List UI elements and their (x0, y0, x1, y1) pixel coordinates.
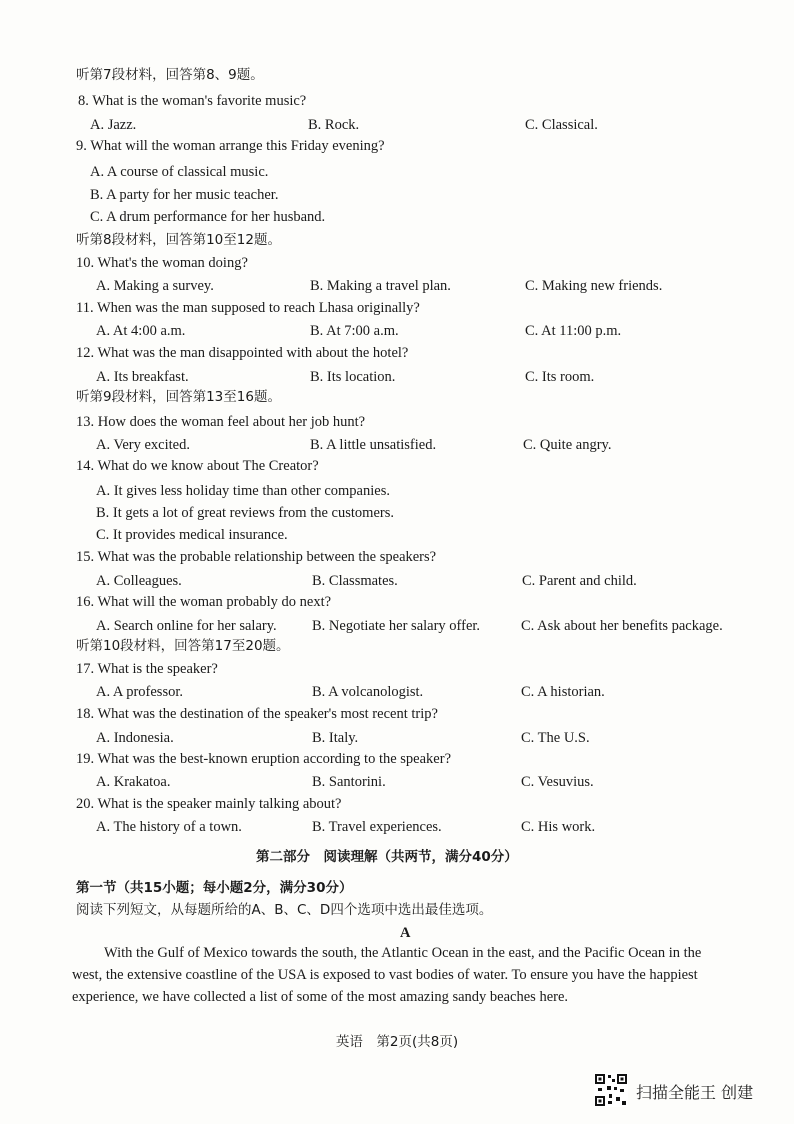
option-19-b: B. Santorini. (312, 774, 386, 790)
option-10-b: B. Making a travel plan. (310, 278, 451, 294)
text-line-instr: 阅读下列短文，从每题所给的A、B、C、D四个选项中选出最佳选项。 (76, 902, 493, 918)
option-8-b: B. Rock. (308, 117, 360, 133)
option-17-b: B. A volcanologist. (312, 684, 424, 700)
option-11-c: C. At 11:00 p.m. (525, 323, 622, 339)
option-17-c: C. A historian. (521, 684, 605, 700)
option-12-b: B. Its location. (310, 369, 396, 385)
text-line-q9c: C. A drum performance for her husband. (90, 209, 326, 225)
option-19-a: A. Krakatoa. (96, 774, 171, 790)
option-13-c: C. Quite angry. (523, 437, 612, 453)
option-20-a: A. The history of a town. (96, 819, 242, 835)
option-19-c: C. Vesuvius. (521, 774, 594, 790)
text-line-q16: 16. What will the woman probably do next? (76, 594, 332, 610)
text-line-q9a: A. A course of classical music. (90, 164, 269, 180)
option-10-c: C. Making new friends. (525, 278, 663, 294)
option-11-b: B. At 7:00 a.m. (310, 323, 399, 339)
option-11-a: A. At 4:00 a.m. (96, 323, 186, 339)
option-20-c: C. His work. (521, 819, 596, 835)
option-13-a: A. Very excited. (96, 437, 190, 453)
text-line-q14b: B. It gets a lot of great reviews from the customers. (96, 505, 394, 521)
option-20-b: B. Travel experiences. (312, 819, 442, 835)
text-line-secA: A (400, 925, 411, 941)
text-line-q20: 20. What is the speaker mainly talking about? (76, 796, 342, 812)
text-line-q9: 9. What will the woman arrange this Friday evening? (76, 138, 385, 154)
text-line-q11: 11. When was the man supposed to reach Lhasa originally? (76, 300, 420, 316)
passage-a: With the Gulf of Mexico towards the south, the Atlantic Ocean in the east, and the Pacific Ocean in the west, the extensive coastline of the USA is exposed to vast bodies of water. To ensure you have the happiest experience, we have collected a list of some of the most amazing sandy beaches here. (72, 945, 702, 1005)
text-line-q17: 17. What is the speaker? (76, 661, 218, 677)
text-line-h8: 听第8段材料，回答第10至12题。 (76, 232, 281, 248)
option-12-a: A. Its breakfast. (96, 369, 189, 385)
text-line-q12: 12. What was the man disappointed with about the hotel? (76, 345, 409, 361)
option-18-a: A. Indonesia. (96, 730, 174, 746)
option-8-a: A. Jazz. (90, 117, 137, 133)
text-line-q14c: C. It provides medical insurance. (96, 527, 288, 543)
option-8-c: C. Classical. (525, 117, 598, 133)
option-16-b: B. Negotiate her salary offer. (312, 618, 481, 634)
page-footer: 英语 第2页(共8页) (335, 1034, 459, 1050)
text-line-sec1: 第一节（共15小题；每小题2分，满分30分） (76, 880, 353, 896)
text-line-q10: 10. What's the woman doing? (76, 255, 248, 271)
option-10-a: A. Making a survey. (96, 278, 214, 294)
text-line-q8: 8. What is the woman's favorite music? (78, 93, 307, 109)
text-line-q15: 15. What was the probable relationship between the speakers? (76, 549, 437, 565)
text-line-part2: 第二部分 阅读理解（共两节，满分40分） (256, 849, 518, 865)
text-line-q14: 14. What do we know about The Creator? (76, 458, 319, 474)
option-15-c: C. Parent and child. (522, 573, 637, 589)
text-line-h9: 听第9段材料，回答第13至16题。 (76, 389, 281, 405)
scanner-watermark: 扫描全能王 创建 (636, 1083, 754, 1102)
text-line-q9b: B. A party for her music teacher. (90, 187, 279, 203)
option-15-a: A. Colleagues. (96, 573, 182, 589)
option-18-b: B. Italy. (312, 730, 359, 746)
text-line-q13: 13. How does the woman feel about her job hunt? (76, 414, 366, 430)
option-15-b: B. Classmates. (312, 573, 398, 589)
text-line-q14a: A. It gives less holiday time than other companies. (96, 483, 390, 499)
option-13-b: B. A little unsatisfied. (310, 437, 437, 453)
text-line-h10: 听第10段材料，回答第17至20题。 (76, 638, 290, 654)
option-18-c: C. The U.S. (521, 730, 590, 746)
text-line-h7: 听第7段材料，回答第8、9题。 (76, 67, 264, 83)
qr-code-icon (594, 1073, 628, 1107)
text-line-q19: 19. What was the best-known eruption according to the speaker? (76, 751, 452, 767)
option-17-a: A. A professor. (96, 684, 183, 700)
option-16-a: A. Search online for her salary. (96, 618, 277, 634)
text-line-q18: 18. What was the destination of the speaker's most recent trip? (76, 706, 438, 722)
option-16-c: C. Ask about her benefits package. (521, 618, 723, 634)
option-12-c: C. Its room. (525, 369, 595, 385)
